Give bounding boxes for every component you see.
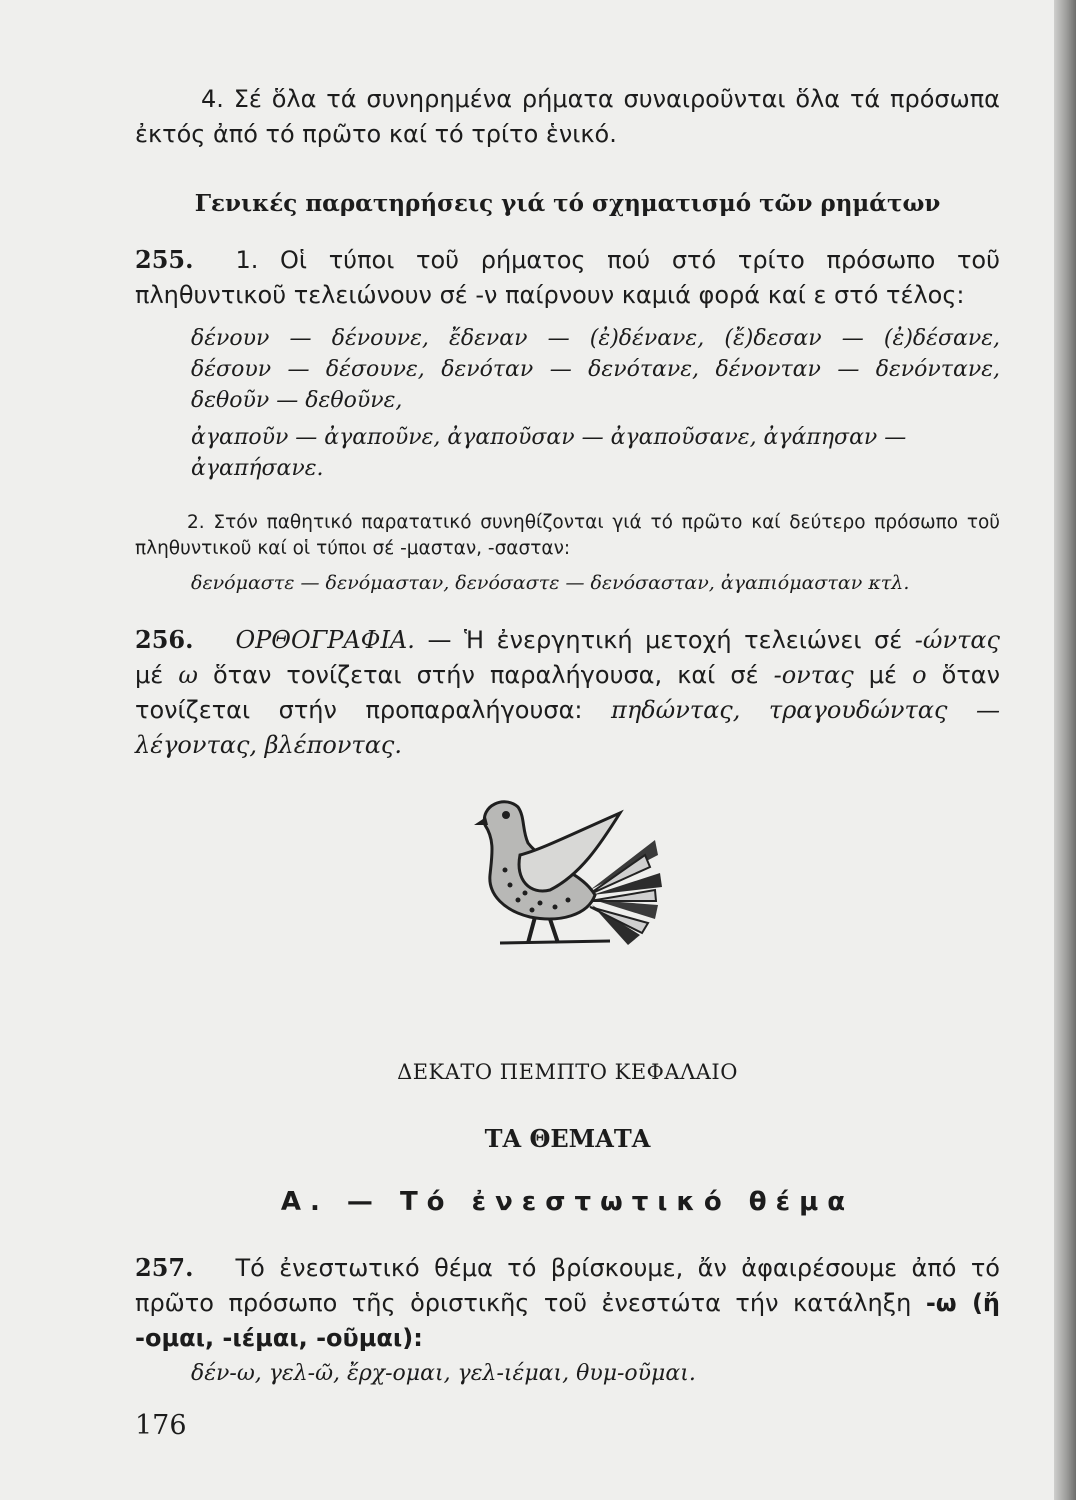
section-256-text: μέ [135,661,179,689]
letter-omega: ω [178,661,198,689]
section-256-text: ὅταν τονίζεται στήν παραλήγουσα, καί σέ [197,661,774,689]
bird-tail [588,840,662,945]
section-number: 256. [135,625,194,654]
section-255-rule-2: 2. Στόν παθητικό παρατατικό συνηθίζονται γιά τό πρῶτο καί δεύτερο πρόσωπο τοῦ πληθυντικοῦ καί οἱ τύποι σέ -μασταν, -σασταν: [135,512,1000,559]
general-remarks-heading: Γενικές παρατηρήσεις γιά τό σχηματισμό τῶν ρημάτων [194,190,941,217]
subsection-title: Α. — Τό ἐνεστωτικό θέμα [280,1187,855,1217]
example-line: ἀγαποῦν — ἀγαποῦνε, ἀγαποῦσαν — ἀγαποῦσανε, ἀγάπησαν — ἀγαπήσανε. [191,425,907,481]
section-257-text: Τό ἐνεστωτικό θέμα τό βρίσκουμε, ἄν ἀφαιρέσουμε ἀπό τό πρῶτο πρόσωπο τῆς ὁριστικῆς τοῦ ἐνεστώτα τήν κατάληξη [135,1254,1000,1317]
orthography-label: ΟΡΘΟΓΡΑΦΙΑ. [235,626,415,654]
page-number: 176 [135,1410,187,1441]
section-257-paragraph [135,1250,1000,1356]
bird-ornament [470,795,670,955]
examples: πηδώντας, τραγουδώντας — λέγοντας, βλέποντας. [135,696,1000,759]
ground-line [500,941,610,943]
section-255-examples [135,323,1000,484]
section-256-text: — Ἡ ἐνεργητική μετοχή τελειώνει σέ [414,626,915,654]
section-number: 255. [135,245,194,274]
suffix: -ώντας [914,626,1000,654]
example-line: δεθοῦν — δεθοῦνε, [191,388,403,413]
section-255-rule-1 [135,242,1000,313]
section-257-endings: -ω (ἤ -ομαι, -ιέμαι, -οῦμαι): [135,1289,1000,1352]
section-title: ΤΑ ΘΕΜΑΤΑ [484,1124,651,1153]
section-257-examples: δέν-ω, γελ-ῶ, ἔρχ-ομαι, γελ-ιέμαι, θυμ-οῦμαι. [191,1361,696,1386]
letter-omicron: ο [912,661,927,689]
example-line: δένουν — δένουνε, ἔδεναν — (ἐ)δένανε, (ἔ)δεσαν — (ἐ)δέσανε, [191,326,1000,351]
suffix: -οντας [773,661,854,689]
bird-legs [528,917,558,943]
bird-beak [474,817,488,825]
section-255-rule-1-text: 1. Οἱ τύποι τοῦ ρήματος πού στό τρίτο πρόσωπο τοῦ πληθυντικοῦ τελειώνουν σέ -ν παίρνουν καμιά φορά καί ε στό τέλος: [135,246,1000,309]
bird-eye [502,811,510,819]
section-256-paragraph [135,622,1000,763]
chapter-title: ΔΕΚΑΤΟ ΠΕΜΠΤΟ ΚΕΦΑΛΑΙΟ [397,1060,738,1084]
section-number: 257. [135,1253,194,1282]
page-edge-shadow [1054,0,1076,1500]
section-255-rule-2-examples: δενόμαστε — δενόμασταν, δενόσαστε — δενόσασταν, ἀγαπιόμασταν κτλ. [191,572,910,594]
section-256-text: ὅταν τονίζεται στήν προπαραλήγουσα: [135,661,1001,724]
section-256-text: μέ [853,661,913,689]
example-line: δέσουν — δέσουνε, δενόταν — δενότανε, δένονταν — δενόντανε, [191,357,1000,382]
rule-4-paragraph: 4. Σέ ὅλα τά συνηρημένα ρήματα συναιροῦνται ὅλα τά πρόσωπα ἐκτός ἀπό τό πρῶτο καί τό τρίτο ἑνικό. [135,85,1000,148]
